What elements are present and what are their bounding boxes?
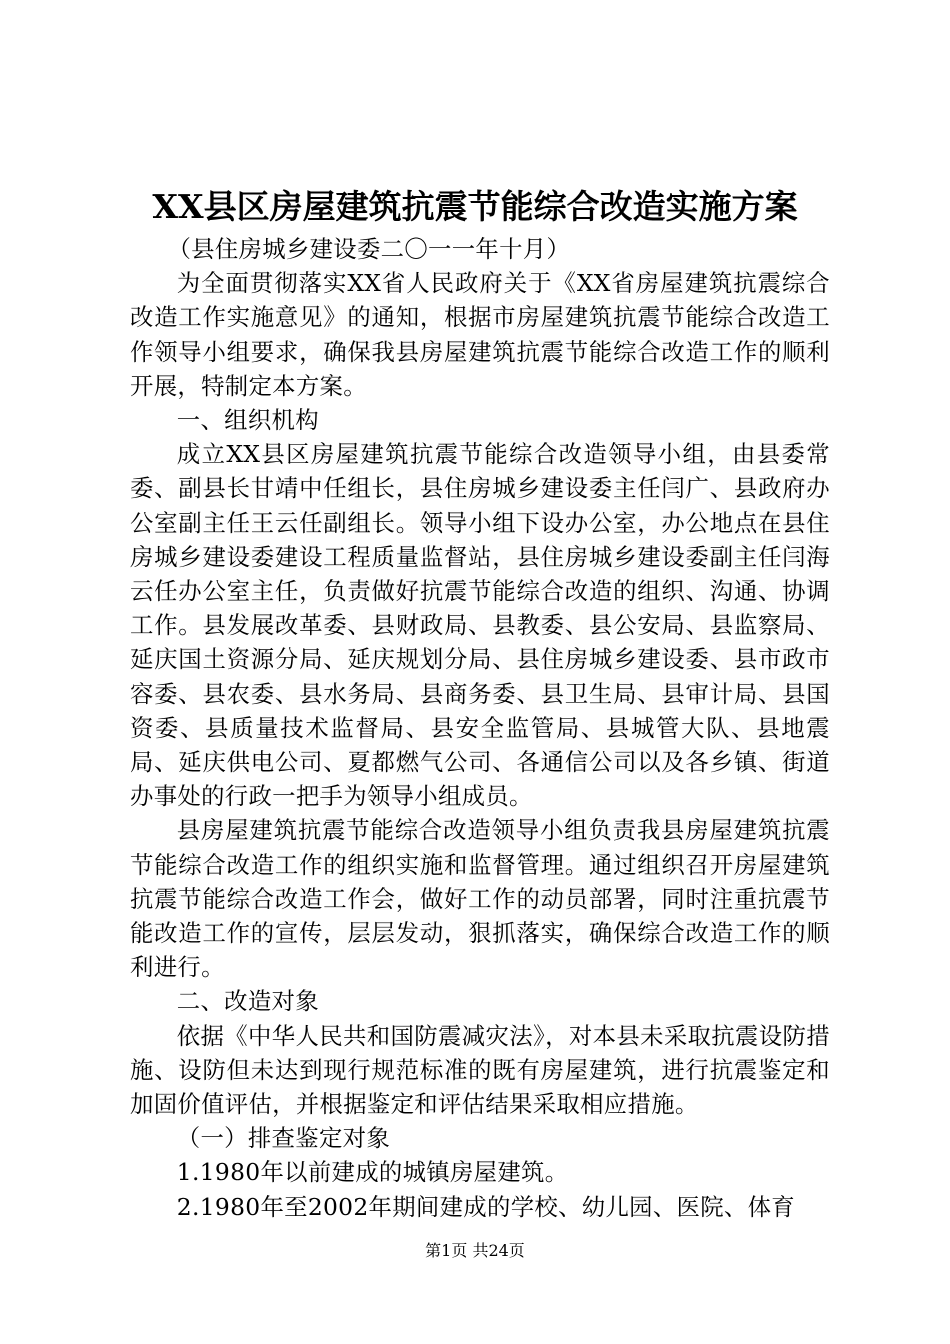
page-number: 第1页 共24页 <box>425 1241 525 1260</box>
responsibility-paragraph: 县房屋建筑抗震节能综合改造领导小组负责我县房屋建筑抗震节能综合改造工作的组织实施和监督管理。通过组织召开房屋建筑抗震节能综合改造工作会，做好工作的动员部署，同时注重抗震节能改造工作的宣传，层层发动，狠抓落实，确保综合改造工作的顺利进行。 <box>130 816 830 982</box>
document-subtitle: （县住房城乡建设委二〇一一年十月） <box>167 235 571 263</box>
document-body <box>130 232 830 1224</box>
subsection-heading-inspection: （一）排查鉴定对象 <box>176 1124 391 1153</box>
document-title: XX县区房屋建筑抗震节能综合改造实施方案 <box>152 187 798 226</box>
intro-paragraph: 为全面贯彻落实XX省人民政府关于《XX省房屋建筑抗震综合改造工作实施意见》的通知，根据市房屋建筑抗震节能综合改造工作领导小组要求，确保我县房屋建筑抗震节能综合改造工作的顺利开展，特制定本方案。 <box>130 269 830 400</box>
targets-paragraph: 依据《中华人民共和国防震减灾法》，对本县未采取抗震设防措施、设防但未达到现行规范标准的既有房屋建筑，进行抗震鉴定和加固价值评估，并根据鉴定和评估结果采取相应措施。 <box>130 1021 830 1119</box>
organization-paragraph: 成立XX县区房屋建筑抗震节能综合改造领导小组，由县委常委、副县长甘靖中任组长，县住房城乡建设委主任闫广、县政府办公室副主任王云任副组长。领导小组下设办公室，办公地点在县住房城乡建设委建设工程质量监督站，县住房城乡建设委副主任闫海云任办公室主任，负责做好抗震节能综合改造的组织、沟通、协调工作。县发展改革委、县财政局、县教委、县公安局、县监察局、延庆国土资源分局、延庆规划分局、县住房城乡建设委、县市政市容委、县农委、县水务局、县商务委、县卫生局、县审计局、县国资委、县质量技术监督局、县安全监管局、县城管大队、县地震局、延庆供电公司、夏都燃气公司、各通信公司以及各乡镇、街道办事处的行政一把手为领导小组成员。 <box>130 440 830 811</box>
section-heading-targets: 二、改造对象 <box>176 987 319 1016</box>
list-item: 1.1980年以前建成的城镇房屋建筑。 <box>176 1158 569 1187</box>
section-heading-organization: 一、组织机构 <box>176 406 319 435</box>
list-item: 2.1980年至2002年期间建成的学校、幼儿园、医院、体育 <box>176 1192 795 1221</box>
